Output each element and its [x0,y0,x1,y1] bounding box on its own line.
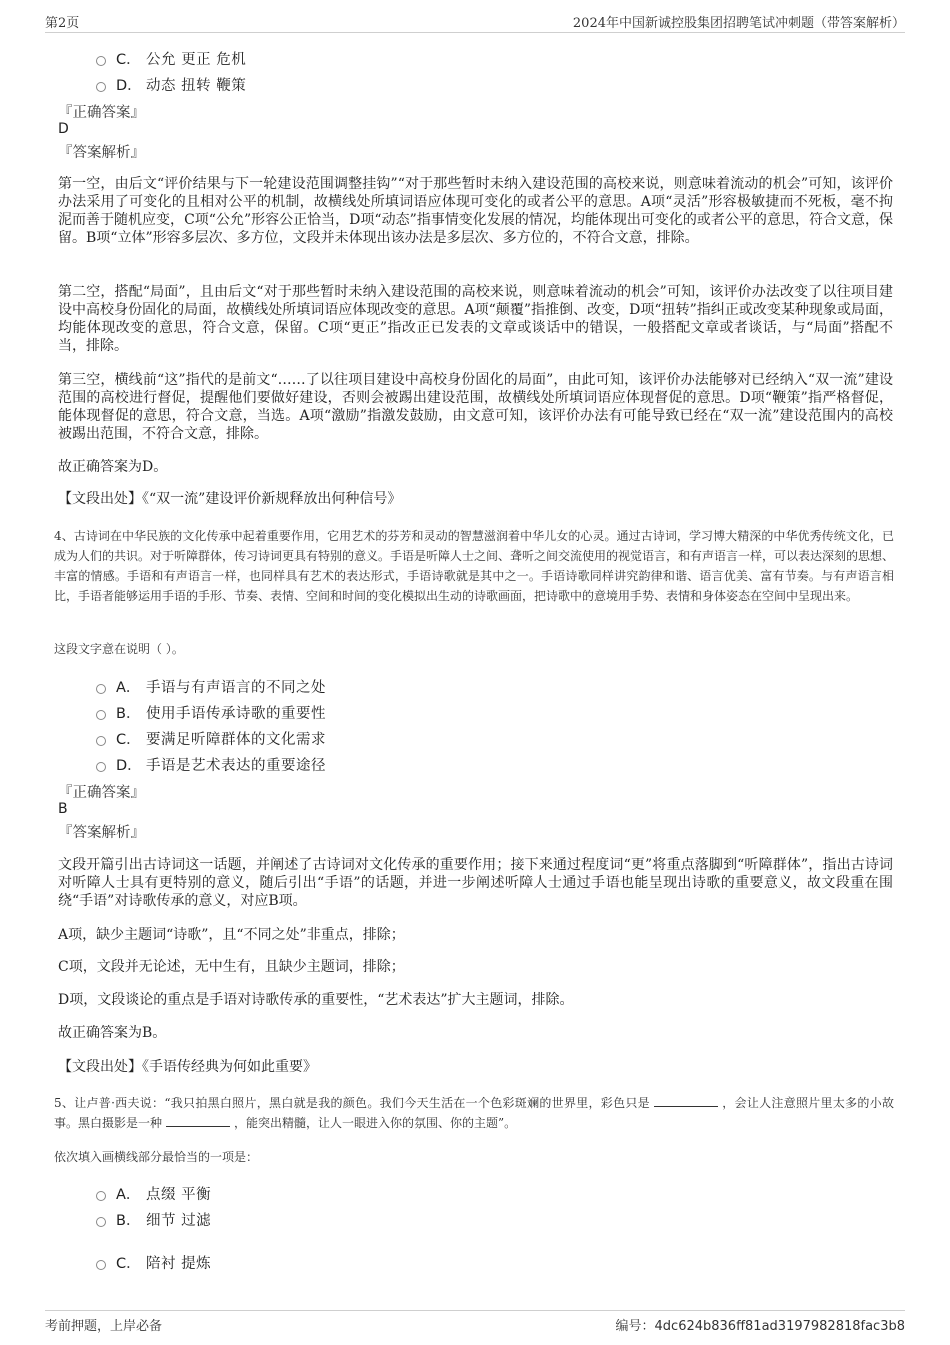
answer-value: B [58,801,68,817]
source-citation: 【文段出处】《“双一流”建设评价新规释放出何种信号》 [58,491,402,507]
analysis-paragraph: 文段开篇引出古诗词这一话题，并阐述了古诗词对文化传承的重要作用；接下来通过程度词“更”将重点落脚到“听障群体”，指出古诗词对听障人士具有更特别的意义，随后引出“手语”的话题，并进一步阐述听障人士通过手语也能呈现出诗歌的重要意义，故文段重在围绕“手语”对诗歌传承的意义，对应B项。 [58,857,893,909]
radio-icon[interactable] [96,1217,106,1227]
option-d[interactable]: D． 动态 扭转 鞭策 [96,74,246,95]
footer-slogan: 考前押题，上岸必备 [45,1319,163,1334]
option-c[interactable]: C． 要满足听障群体的文化需求 [96,728,326,749]
option-a[interactable]: A． 手语与有声语言的不同之处 [96,676,326,697]
radio-icon[interactable] [96,82,106,92]
option-c[interactable]: C． 公允 更正 危机 [96,48,246,69]
radio-icon[interactable] [96,736,106,746]
fill-blank [166,1114,230,1127]
page-number: 第2页 [45,16,80,31]
analysis-conclusion: 故正确答案为B。 [58,1025,167,1041]
radio-icon[interactable] [96,1191,106,1201]
question-stem: 依次填入画横线部分最恰当的一项是： [54,1150,259,1164]
page-header [45,12,905,33]
analysis-paragraph: 第二空，搭配“局面”，且由后文“对于那些暂时未纳入建设范围的高校来说，则意味着流动的机会”可知，该评价办法改变了以往项目建设中高校身份固化的局面，故横线处所填词语应体现改变的意思。A项“颠覆”指推倒、改变，D项“扭转”指纠正或改变某种现象或局面，均能体现改变的意思，符合文意，保留。C项“更正”指改正已发表的文章或谈话中的错误，一般搭配文章或者谈话，与“局面”搭配不当，排除。 [58,284,893,354]
answer-value: D [58,121,69,137]
analysis-paragraph: 第三空，横线前“这”指代的是前文“……了以往项目建设中高校身份固化的局面”，由此可知，该评价办法能够对已经纳入“双一流”建设范围的高校进行督促，提醒他们要做好建设，否则会被踢出建设范围，故横线处所填词语应体现督促的意思。D项“鞭策”指严格督促，能体现督促的意思，符合文意，当选。A项“激励”指激发鼓励，由文意可知，该评价办法有可能导致已经在“双一流”建设范围内的高校被踢出范围，不符合文意，排除。 [58,372,893,442]
option-a[interactable]: A． 点缀 平衡 [96,1183,211,1204]
document-title: 2024年中国新诚控股集团招聘笔试冲刺题（带答案解析） [572,16,905,31]
radio-icon[interactable] [96,684,106,694]
radio-icon[interactable] [96,710,106,720]
analysis-label: 『答案解析』 [58,825,145,841]
fill-blank [654,1094,718,1107]
analysis-paragraph: A项，缺少主题词“诗歌”，且“不同之处”非重点，排除； [58,927,405,943]
analysis-paragraph: 第一空，由后文“评价结果与下一轮建设范围调整挂钩”“对于那些暂时未纳入建设范围的高校来说，则意味着流动的机会”可知，该评价办法采用了可变化的且相对公平的机制，故横线处所填词语应体现可变化的或者公平的意思。A项“灵活”形容极敏捷而不死板，毫不拘泥而善于随机应变，C项“公允”形容公正恰当，D项“动态”指事情变化发展的情况，均能体现出可变化的或者公平的意思，符合文意，保留。B项“立体”形容多层次、多方位，文段并未体现出该办法是多层次、多方位的，不符合文意，排除。 [58,176,893,246]
document-code: 编号：4dc624b836ff81ad3197982818fac3b8 [615,1319,905,1334]
option-b[interactable]: B． 细节 过滤 [96,1209,211,1230]
radio-icon[interactable] [96,762,106,772]
question-stem: 这段文字意在说明（ ）。 [54,642,184,656]
question-text: 4、古诗词在中华民族的文化传承中起着重要作用，它用艺术的芬芳和灵动的智慧滋润着中华儿女的心灵。通过古诗词，学习博大精深的中华优秀传统文化，已成为人们的共识。对于听障群体，传习诗词更具有特别的意义。手语是听障人士之间、聋听之间交流使用的视觉语言，和有声语言一样，可以表达深刻的思想、丰富的情感。手语和有声语言一样，也同样具有艺术的表达形式，手语诗歌就是其中之一。手语诗歌同样讲究韵律和谐、语言优美、富有节奏。与有声语言相比，手语者能够运用手语的手形、节奏、表情、空间和时间的变化模拟出生动的诗歌画面，把诗歌中的意境用手势、表情和身体姿态在空间中呈现出来。 [54,529,895,603]
answer-label: 『正确答案』 [58,105,145,121]
option-c[interactable]: C． 陪衬 提炼 [96,1252,211,1273]
analysis-label: 『答案解析』 [58,145,145,161]
option-b[interactable]: B． 使用手语传承诗歌的重要性 [96,702,326,723]
source-citation: 【文段出处】《手语传经典为何如此重要》 [58,1059,317,1075]
analysis-paragraph: D项，文段谈论的重点是手语对诗歌传承的重要性，“艺术表达”扩大主题词，排除。 [58,992,574,1008]
radio-icon[interactable] [96,1260,106,1270]
answer-label: 『正确答案』 [58,785,145,801]
radio-icon[interactable] [96,56,106,66]
option-d[interactable]: D． 手语是艺术表达的重要途径 [96,754,326,775]
analysis-conclusion: 故正确答案为D。 [58,459,168,475]
question-text: 5、让卢普·西夫说：“我只拍黑白照片，黑白就是我的颜色。我们今天生活在一个色彩斑斓的世界里，彩色只是 ，会让人注意照片里太多的小故事。黑白摄影是一种 ，能突出精髓，让人一眼进入你的氛围、你的主题”。 [54,1096,894,1130]
analysis-paragraph: C项，文段并无论述，无中生有，且缺少主题词，排除； [58,959,405,975]
page-footer [45,1310,905,1337]
